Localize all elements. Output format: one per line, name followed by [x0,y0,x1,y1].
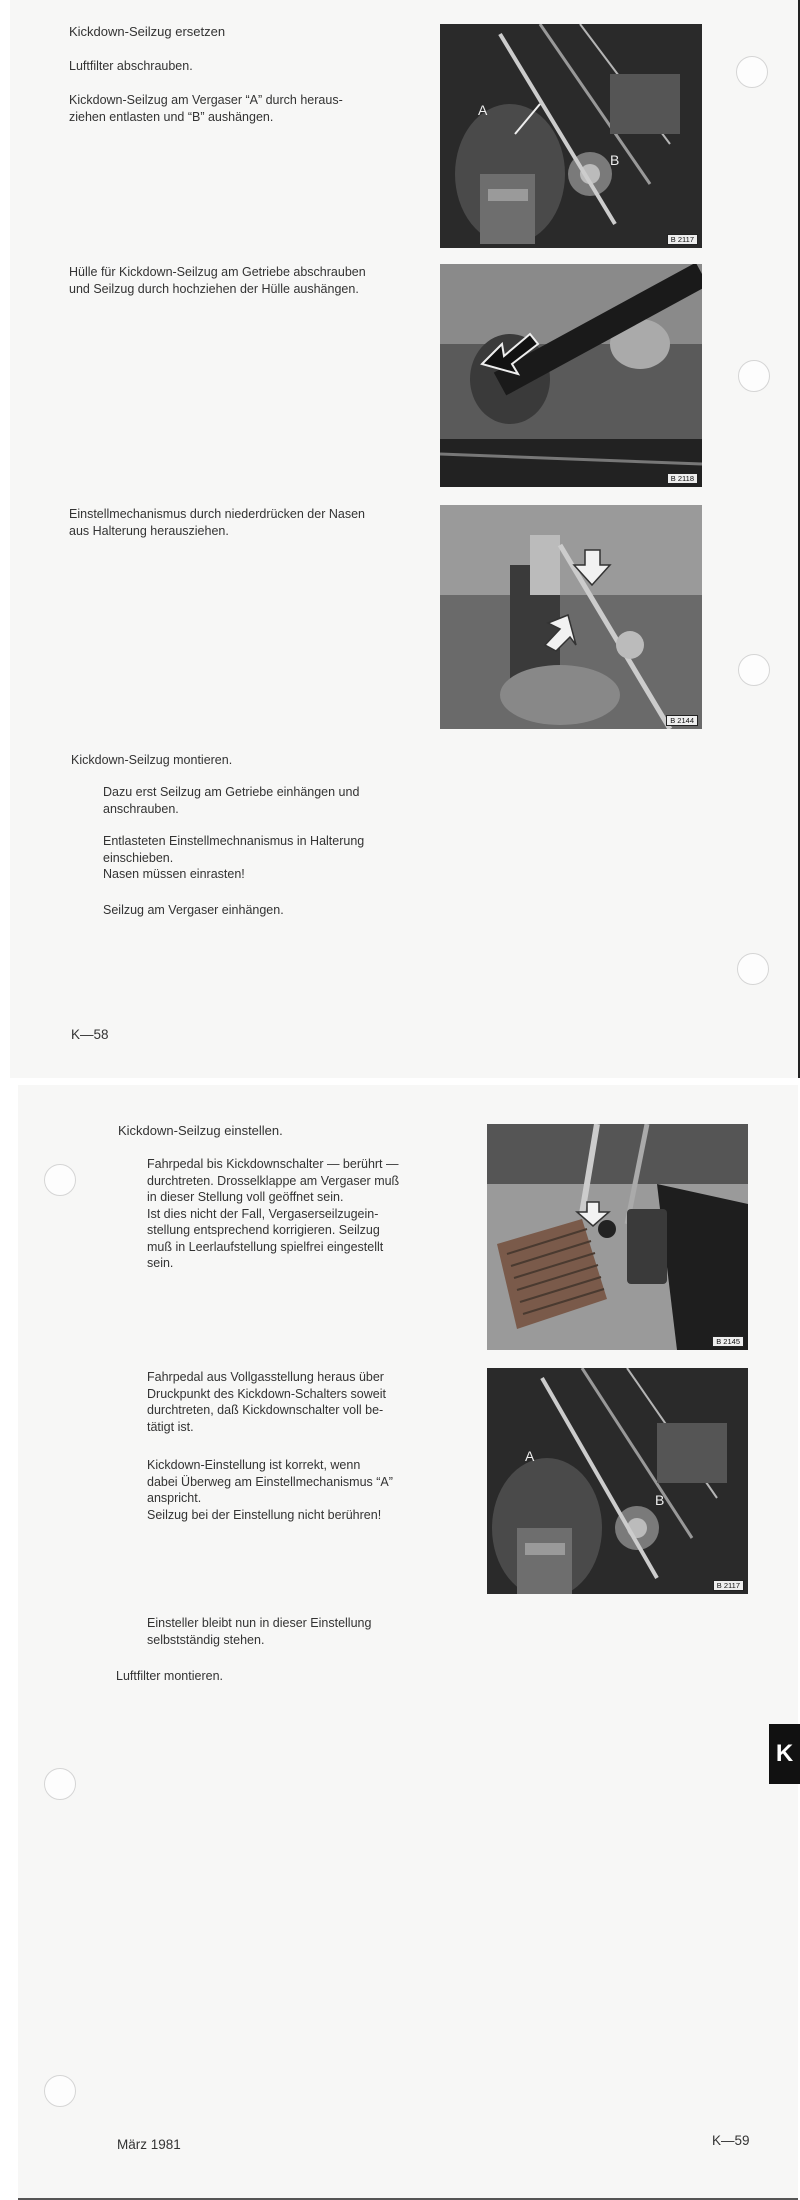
step-insert-mechanism: Entlasteten Einstellmechnanismus in Halterung einschieben. Nasen müssen einrasten! [103,834,365,881]
binder-hole [737,953,769,985]
binder-hole [44,2075,76,2107]
photo-gearbox-sleeve [440,264,702,487]
binder-hole [44,1164,76,1196]
callout-b: B [655,1492,665,1508]
step-install-cable: Kickdown-Seilzug montieren. [71,753,233,767]
step-hook-carburetor: Seilzug am Vergaser einhängen. [103,903,284,917]
photo-carburetor-cable [487,1368,748,1594]
page-number: K—59 [712,2133,750,2148]
step-hook-gearbox: Dazu erst Seilzug am Getriebe einhängen und anschrauben. [103,785,360,816]
binder-hole [44,1768,76,1800]
step-install-air-filter: Luftfilter montieren. [116,1669,223,1683]
step-remove-air-filter: Luftfilter abschrauben. [69,59,193,73]
page-separator [0,1078,800,1085]
figure-number: B 2118 [667,473,698,484]
binder-hole [738,654,770,686]
section-title-adjust: Kickdown-Seilzug einstellen. [118,1123,283,1138]
para-adjuster-stays: Einsteller bleibt nun in dieser Einstellung selbstständig stehen. [147,1616,372,1647]
section-title-replace: Kickdown-Seilzug ersetzen [69,24,226,39]
para-press-pedal: Fahrpedal bis Kickdownschalter — berührt — durchtreten. Drosselklappe am Vergaser muß in dieser Stellung voll geöffnet sein. Ist dies nicht der Fall, Vergaserseilzugein- stellung entsprechend korrigieren. Seilzug muß in Leerlaufstellung spielfrei eingestellt sein. [147,1157,400,1270]
figure-number: B 2144 [666,715,698,726]
photo-adjusting-mechanism [440,505,702,729]
figure-number: B 2117 [713,1580,744,1591]
step-pull-mechanism: Einstellmechanismus durch niederdrücken der Nasen aus Halterung herausziehen. [69,507,365,538]
callout-a: A [478,102,488,118]
binder-hole [736,56,768,88]
para-kickdown-correct: Kickdown-Einstellung ist korrekt, wenn dabei Überweg am Einstellmechanismus “A” anspricht. Seilzug bei der Einstellung nicht berühren! [147,1458,393,1522]
step-unhook-sleeve: Hülle für Kickdown-Seilzug am Getriebe abschrauben und Seilzug durch hochziehen der Hülle aushängen. [69,265,366,296]
step-relieve-cable: Kickdown-Seilzug am Vergaser “A” durch heraus- ziehen entlasten und “B” aushängen. [69,93,343,124]
callout-b: B [610,152,620,168]
callout-a: A [525,1448,535,1464]
figure-number: B 2145 [712,1336,744,1347]
footer-date: März 1981 [117,2137,181,2152]
photo-accelerator-pedal [487,1124,748,1350]
para-full-throttle: Fahrpedal aus Vollgasstellung heraus über Druckpunkt des Kickdown-Schalters soweit durchtreten, daß Kickdownschalter voll be- tätigt ist. [147,1370,386,1434]
page-number: K—58 [71,1027,109,1042]
binder-hole [738,360,770,392]
section-tab-k: K [769,1724,800,1784]
figure-number: B 2117 [667,234,698,245]
photo-carburetor-cable [440,24,702,248]
